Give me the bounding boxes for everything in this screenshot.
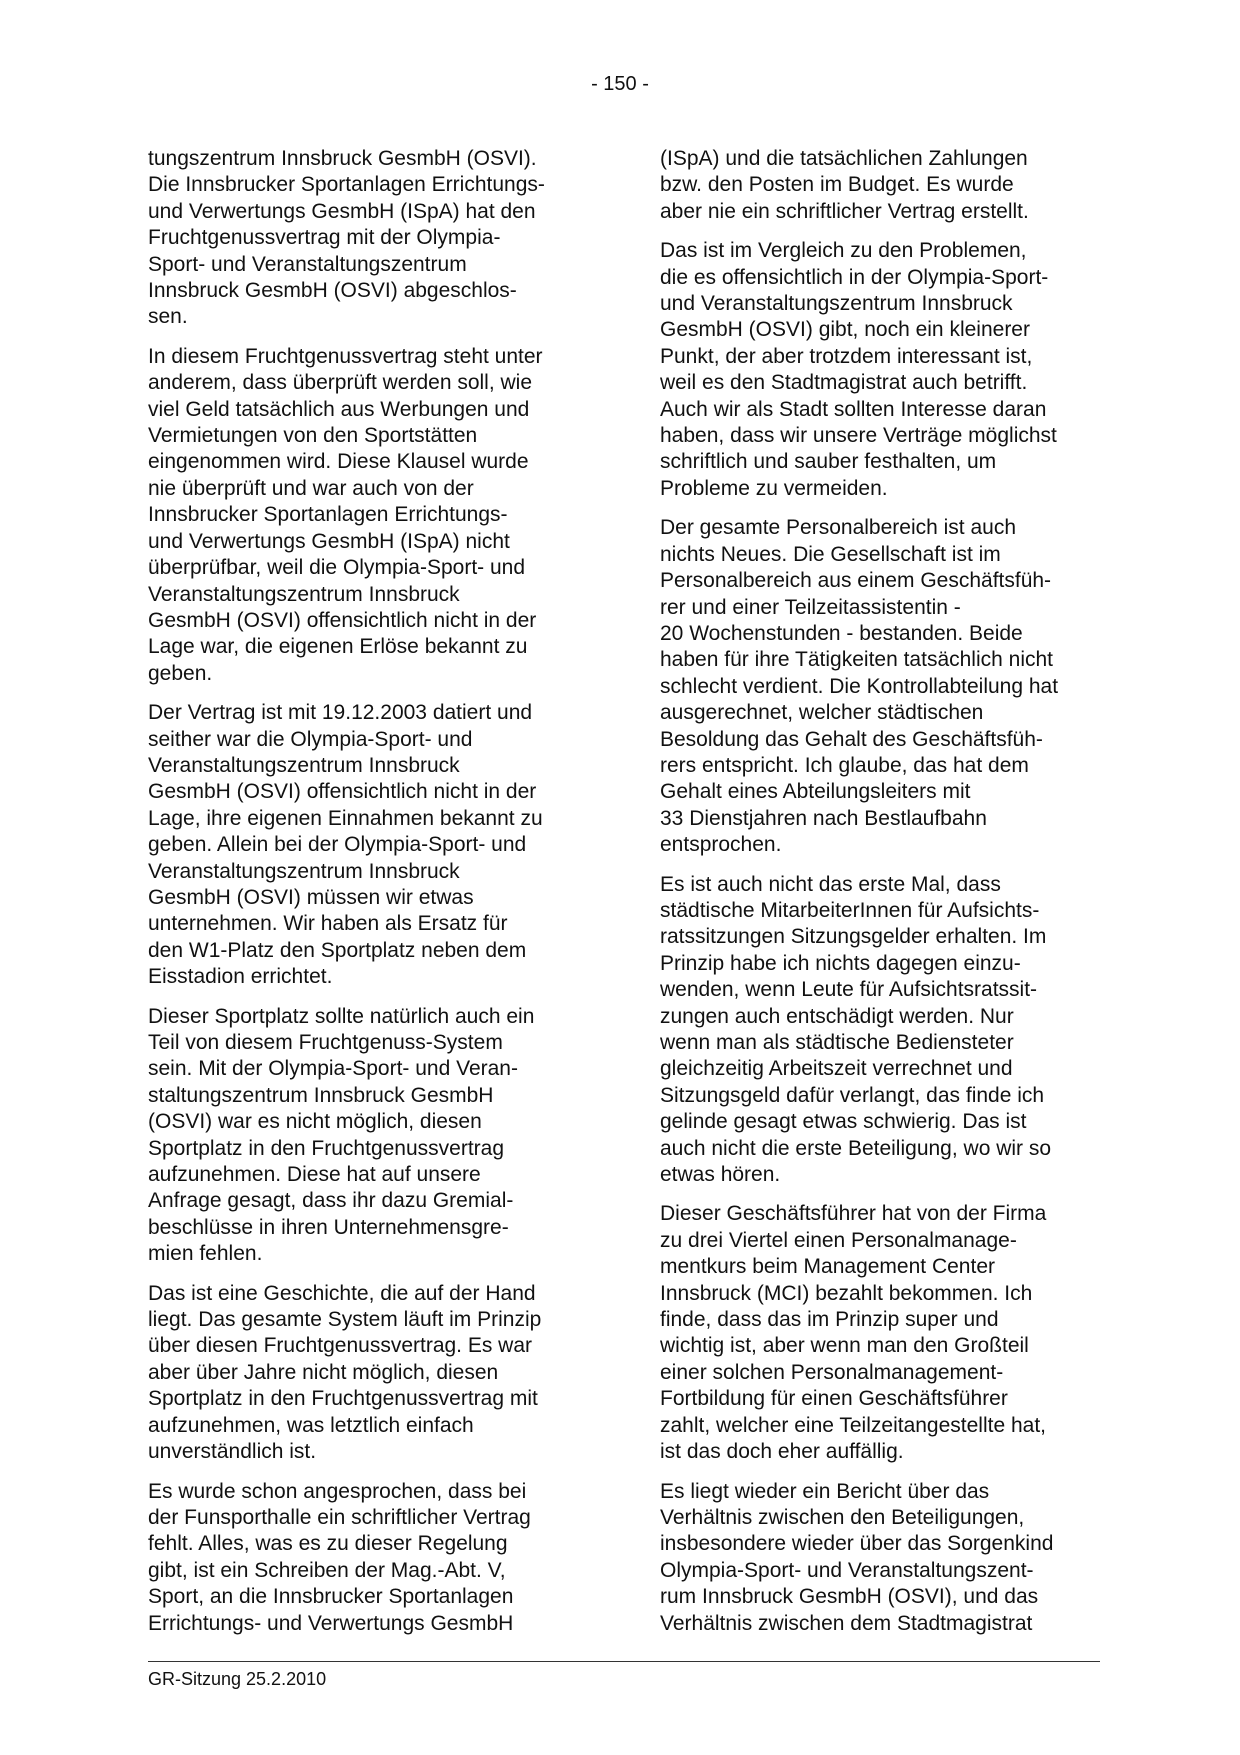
paragraph: Dieser Sportplatz sollte natürlich auch ein Teil von diesem Fruchtgenuss-System sein. Mit der Olympia-Sport- und Veran- staltungszentrum Innsbruck GesmbH (OSVI) war es nicht möglich, diesen Sportplatz in den Fruchtgenussvertrag aufzunehmen. Diese hat auf unsere Anfrage gesagt, dass ihr dazu Gremial- beschlüsse in ihren Unternehmensgre- mien fehlen. [148, 1004, 535, 1266]
page-number: - 150 - [591, 73, 649, 95]
paragraph: Es ist auch nicht das erste Mal, dass städtische MitarbeiterInnen für Aufsichts- ratssitzungen Sitzungsgelder erhalten. Im Prinzip habe ich nichts dagegen einzu- wenden, wenn Leute für Aufsichtsratssit- zungen auch entschädigt werden. Nur wenn man als städtische Bediensteter gleichzeitig Arbeitszeit verrechnet und Sitzungsgeld dafür verlangt, das finde ich gelinde gesagt etwas schwierig. Das ist auch nicht die erste Beteiligung, wo wir so etwas hören. [660, 872, 1052, 1187]
paragraph: In diesem Fruchtgenussvertrag steht unter anderem, dass überprüft werden soll, wie viel Geld tatsächlich aus Werbungen und Vermietungen von den Sportstätten eingenommen wird. Diese Klausel wurde nie überprüft und war auch von der Innsbrucker Sportanlagen Errichtungs- und Verwertungs GesmbH (ISpA) nicht überprüfbar, weil die Olympia-Sport- und Veranstaltungszentrum Innsbruck GesmbH (OSVI) offensichtlich nicht in der Lage war, die eigenen Erlöse bekannt zu geben. [148, 344, 543, 685]
left-column [148, 146, 588, 1650]
paragraph: Das ist im Vergleich zu den Problemen, die es offensichtlich in der Olympia-Sport- und Veranstaltungszentrum Innsbruck GesmbH (OSVI) gibt, noch ein kleinerer Punkt, der aber trotzdem interessant ist, weil es den Stadtmagistrat auch betrifft. Auch wir als Stadt sollten Interesse daran haben, dass wir unsere Verträge möglichst schriftlich und sauber festhalten, um Probleme zu vermeiden. [660, 239, 1057, 500]
paragraph: Es wurde schon angesprochen, dass bei der Funsporthalle ein schriftlicher Vertrag fehlt. Alles, was es zu dieser Regelung gibt, ist ein Schreiben der Mag.-Abt. V, Sport, an die Innsbrucker Sportanlagen Errichtungs- und Verwertungs GesmbH [148, 1479, 531, 1635]
paragraph: Das ist eine Geschichte, die auf der Hand liegt. Das gesamte System läuft im Prinzip über diesen Fruchtgenussvertrag. Es war aber über Jahre nicht möglich, diesen Sportplatz in den Fruchtgenussvertrag mit aufzunehmen, was letztlich einfach unverständlich ist. [148, 1281, 542, 1464]
paragraph: (ISpA) und die tatsächlichen Zahlungen bzw. den Posten im Budget. Es wurde aber nie ein schriftlicher Vertrag erstellt. [660, 147, 1029, 223]
paragraph: Der Vertrag ist mit 19.12.2003 datiert und seither war die Olympia-Sport- und Veranstaltungszentrum Innsbruck GesmbH (OSVI) offensichtlich nicht in der Lage, ihre eigenen Einnahmen bekannt zu geben. Allein bei der Olympia-Sport- und Veranstaltungszentrum Innsbruck GesmbH (OSVI) müssen wir etwas unternehmen. Wir haben als Ersatz für den W1-Platz den Sportplatz neben dem Eisstadion errichtet. [148, 701, 543, 989]
paragraph: tungszentrum Innsbruck GesmbH (OSVI). Die Innsbrucker Sportanlagen Errichtungs- und Verwertungs GesmbH (ISpA) hat den Fruchtgenussvertrag mit der Olympia- Sport- und Veranstaltungszentrum Innsbruck GesmbH (OSVI) abgeschlos- sen. [148, 147, 545, 329]
footer-session-label: GR-Sitzung 25.2.2010 [148, 1669, 327, 1689]
paragraph: Es liegt wieder ein Bericht über das Verhältnis zwischen den Beteiligungen, insbesondere wieder über das Sorgenkind Olympia-Sport- und Veranstaltungszent- rum Innsbruck GesmbH (OSVI), und das Verhältnis zwischen dem Stadtmagistrat [660, 1479, 1054, 1635]
right-column [660, 146, 1100, 1650]
paragraph: Dieser Geschäftsführer hat von der Firma zu drei Viertel einen Personalmanage- mentkurs beim Management Center Innsbruck (MCI) bezahlt bekommen. Ich finde, dass das im Prinzip super und wichtig ist, aber wenn man den Großteil einer solchen Personalmanagement- Fortbildung für einen Geschäftsführer zahlt, welcher eine Teilzeitangestellte hat, ist das doch eher auffällig. [660, 1202, 1047, 1464]
paragraph: Der gesamte Personalbereich ist auch nichts Neues. Die Gesellschaft ist im Personalbereich aus einem Geschäftsfüh- rer und einer Teilzeitassistentin - 20 Wochenstunden - bestanden. Beide haben für ihre Tätigkeiten tatsächlich nicht schlecht verdient. Die Kontrollabteilung hat ausgerechnet, welcher städtischen Besoldung das Gehalt des Geschäftsfüh- rers entspricht. Ich glaube, das hat dem Gehalt eines Abteilungsleiters mit 33 Dienstjahren nach Bestlaufbahn entsprochen. [660, 516, 1059, 857]
footer-divider [148, 1661, 1100, 1662]
